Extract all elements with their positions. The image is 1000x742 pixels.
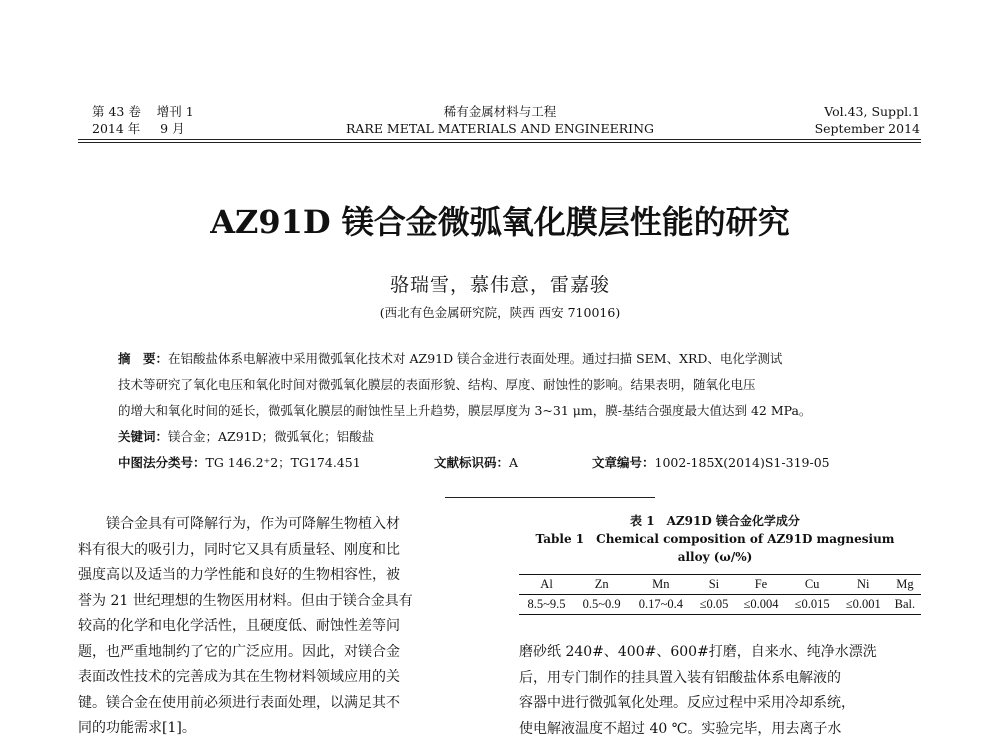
keywords-label: 关键词： xyxy=(118,429,168,444)
classification-line xyxy=(118,450,918,476)
table-caption-en: Table 1 Chemical composition of AZ91D magnesium xyxy=(505,530,925,548)
table-header-cell: Zn xyxy=(574,575,629,595)
journal-name-en: RARE METAL MATERIALS AND ENGINEERING xyxy=(300,120,700,137)
date-en: September 2014 xyxy=(815,120,920,137)
table-header-row xyxy=(519,575,921,595)
table-row xyxy=(519,595,921,615)
body-line: 磨砂纸 240#、400#、600#打磨，自来水、纯净水漂洗 xyxy=(519,640,921,666)
header-rule xyxy=(78,139,921,140)
article-authors: 骆瑞雪，慕伟意，雷嘉骏 xyxy=(0,270,1000,297)
body-line: 键。镁合金在使用前必须进行表面处理，以满足其不 xyxy=(78,691,488,717)
table-header-cell: Fe xyxy=(735,575,786,595)
clc-value: TG 146.2⁺2；TG174.451 xyxy=(206,455,361,470)
month: 9 月 xyxy=(160,121,184,136)
table-cell: ≤0.015 xyxy=(787,595,838,615)
table-header-cell: Mn xyxy=(629,575,692,595)
table-cell: ≤0.004 xyxy=(735,595,786,615)
journal-name-cn: 稀有金属材料与工程 xyxy=(300,103,700,120)
table-cell: Bal. xyxy=(889,595,921,615)
table-header-cell: Ni xyxy=(838,575,889,595)
table-cell: 8.5~9.5 xyxy=(519,595,574,615)
body-line: 题，也严重地制约了它的广泛应用。因此，对镁合金 xyxy=(78,640,488,666)
keywords: 镁合金；AZ91D；微弧氧化；铝酸盐 xyxy=(168,429,374,444)
body-line: 誉为 21 世纪理想的生物医用材料。但由于镁合金具有 xyxy=(78,589,488,615)
header-rule-2 xyxy=(78,142,921,143)
composition-table xyxy=(519,574,921,615)
body-line: 容器中进行微弧氧化处理。反应过程中采用冷却系统， xyxy=(519,691,921,717)
table-cell: ≤0.05 xyxy=(692,595,735,615)
body-line: 强度高以及适当的力学性能和良好的生物相容性，被 xyxy=(78,563,488,589)
doc-code-label: 文献标识码： xyxy=(434,455,509,470)
right-column-text xyxy=(519,640,921,742)
article-no-value: 1002-185X(2014)S1-319-05 xyxy=(655,455,830,470)
body-line: 料有很大的吸引力，同时它又具有质量轻、刚度和比 xyxy=(78,538,488,564)
year: 2014 年 xyxy=(92,121,140,136)
journal-vol-en-block xyxy=(815,103,920,137)
journal-name-block xyxy=(300,103,700,137)
issue: 增刊 1 xyxy=(157,104,194,119)
table-cell: 0.17~0.4 xyxy=(629,595,692,615)
article-title: AZ91D 镁合金微弧氧化膜层性能的研究 xyxy=(0,197,1000,243)
table-caption-en-2: alloy (ω/%) xyxy=(505,548,925,566)
body-line: 同的功能需求[1]。 xyxy=(78,716,488,742)
volume: 第 43 卷 xyxy=(92,104,141,119)
table-header-cell: Al xyxy=(519,575,574,595)
article-affiliation: (西北有色金属研究院，陕西 西安 710016) xyxy=(0,303,1000,321)
table-header-cell: Si xyxy=(692,575,735,595)
body-line: 表面改性技术的完善成为其在生物材料领域应用的关 xyxy=(78,665,488,691)
table-header-cell: Mg xyxy=(889,575,921,595)
abstract-line: 技术等研究了氧化电压和氧化时间对微弧氧化膜层的表面形貌、结构、厚度、耐蚀性的影响。结果表明，随氧化电压 xyxy=(118,372,888,398)
vol-en: Vol.43, Suppl.1 xyxy=(815,103,920,120)
doc-code-value: A xyxy=(509,455,518,470)
article-no-label: 文章编号： xyxy=(592,455,655,470)
table-cell: 0.5~0.9 xyxy=(574,595,629,615)
table-caption-cn: 表 1 AZ91D 镁合金化学成分 xyxy=(505,512,925,530)
abstract-label: 摘 要： xyxy=(118,351,168,366)
abstract xyxy=(118,346,888,450)
body-line: 较高的化学和电化学活性，且硬度低、耐蚀性差等问 xyxy=(78,614,488,640)
abstract-line: 在铝酸盐体系电解液中采用微弧氧化技术对 AZ91D 镁合金进行表面处理。通过扫描 SEM、XRD、电化学测试 xyxy=(168,351,782,366)
body-line: 镁合金具有可降解行为，作为可降解生物植入材 xyxy=(78,512,488,538)
table-cell: ≤0.001 xyxy=(838,595,889,615)
journal-volume-block xyxy=(92,103,194,137)
table-caption xyxy=(505,512,925,566)
abstract-line: 的增大和氧化时间的延长，微弧氧化膜层的耐蚀性呈上升趋势，膜层厚度为 3~31 μm，膜-基结合强度最大值达到 42 MPa。 xyxy=(118,398,888,424)
table-header-cell: Cu xyxy=(787,575,838,595)
clc-label: 中图法分类号： xyxy=(118,455,206,470)
body-line: 后，用专门制作的挂具置入装有铝酸盐体系电解液的 xyxy=(519,666,921,692)
body-line: 使电解液温度不超过 40 ℃。实验完毕，用去离子水 xyxy=(519,717,921,742)
abstract-divider xyxy=(445,497,655,498)
left-column-text xyxy=(78,512,488,742)
